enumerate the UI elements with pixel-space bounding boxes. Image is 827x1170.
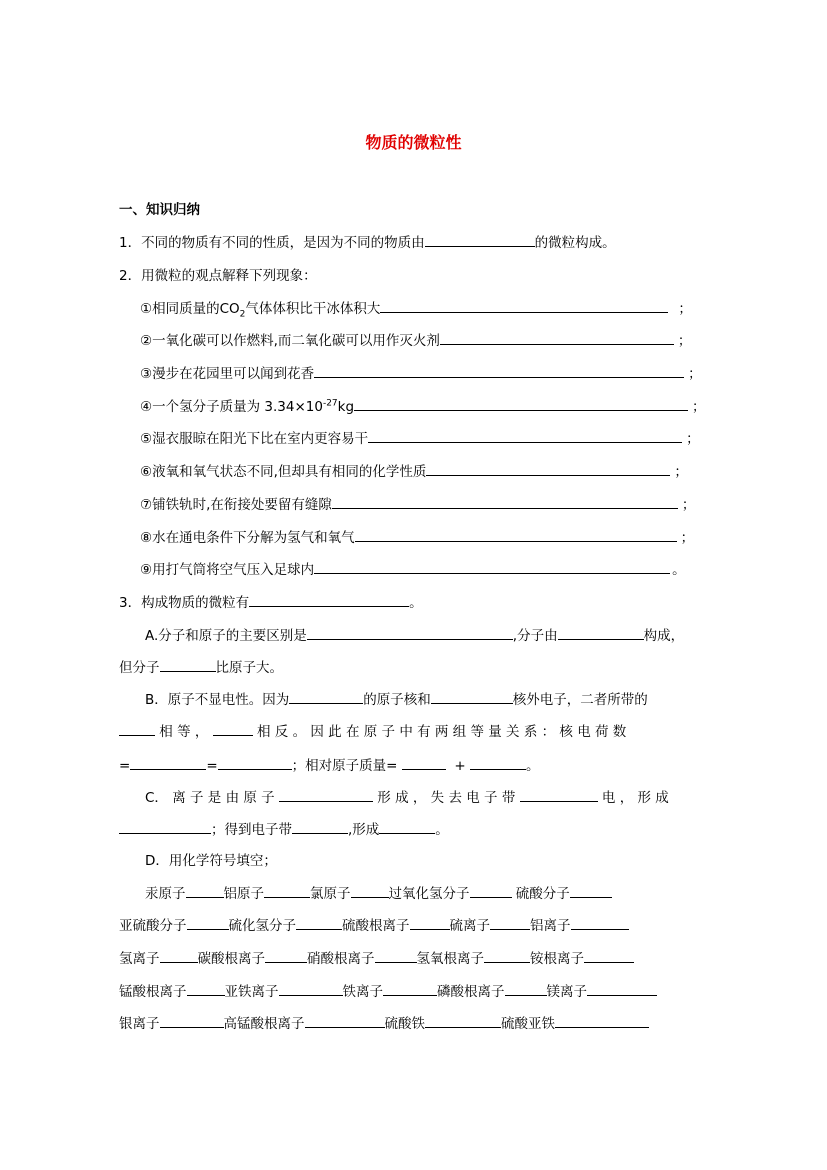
part-c-blank[interactable] <box>520 787 598 802</box>
part-b-blank[interactable] <box>431 689 513 704</box>
part-b-text: 相 等 ， <box>159 724 209 740</box>
part-c-line-1 <box>145 787 669 808</box>
q2-item-9 <box>140 559 686 580</box>
punctuation: ； <box>686 431 700 447</box>
part-b-blank[interactable] <box>289 689 363 704</box>
part-d-row-3 <box>119 948 634 969</box>
symbol-blank[interactable] <box>160 948 198 963</box>
symbol-blank[interactable] <box>296 915 342 930</box>
punctuation: ； <box>692 399 706 415</box>
part-b-text: = <box>206 758 218 774</box>
symbol-prompt: 硫酸铁 <box>384 1016 425 1032</box>
symbol-prompt: 银离子 <box>119 1016 160 1032</box>
part-b-line-2 <box>119 721 626 742</box>
q2-item-text: 气体体积比干冰体积大 <box>245 301 381 317</box>
symbol-prompt: 磷酸根离子 <box>437 984 505 1000</box>
symbol-blank[interactable] <box>264 883 310 898</box>
symbol-prompt: 氯原子 <box>310 886 351 902</box>
q2-item-blank[interactable] <box>380 298 668 313</box>
symbol-blank[interactable] <box>570 883 612 898</box>
part-b-text: ；相对原子质量= <box>291 758 398 774</box>
q2-item-blank[interactable] <box>440 330 674 345</box>
q2-item-text: ⑤湿衣服晾在阳光下比在室内更容易干 <box>140 431 369 447</box>
q2-item-5 <box>140 428 700 449</box>
symbol-blank[interactable] <box>410 915 450 930</box>
q2-item-text: ①相同质量的CO <box>140 301 240 317</box>
punctuation: ； <box>681 497 696 513</box>
symbol-blank[interactable] <box>351 883 389 898</box>
part-a-text: 构成， <box>643 628 685 644</box>
punctuation: 。 <box>672 562 686 578</box>
part-a-blank[interactable] <box>307 625 513 640</box>
section-heading: 一、知识归纳 <box>119 202 200 218</box>
part-b-blank[interactable] <box>218 755 292 770</box>
part-c-text: ；得到电子带 <box>211 822 292 838</box>
symbol-prompt: 亚硫酸分子 <box>119 918 187 934</box>
symbol-blank[interactable] <box>571 915 629 930</box>
part-a-blank[interactable] <box>160 657 216 672</box>
punctuation: ； <box>688 366 702 382</box>
q2-item-3 <box>140 363 702 384</box>
symbol-blank[interactable] <box>555 1013 649 1028</box>
part-a-blank[interactable] <box>558 625 644 640</box>
symbol-blank[interactable] <box>490 915 530 930</box>
symbol-blank[interactable] <box>470 883 512 898</box>
q2-item-blank[interactable] <box>354 396 688 411</box>
symbol-prompt: 硫化氢分子 <box>228 918 296 934</box>
punctuation: ； <box>680 530 695 546</box>
part-b-blank[interactable] <box>470 755 526 770</box>
symbol-prompt: 硫酸分子 <box>515 886 570 902</box>
symbol-blank[interactable] <box>186 883 224 898</box>
part-c-blank[interactable] <box>279 787 373 802</box>
part-c-text: ,形成 <box>348 822 380 838</box>
q3-text: 3．构成物质的微粒有 <box>119 595 250 611</box>
q2-item-text: ②一氧化碳可以作燃料,而二氧化碳可以用作灭火剂 <box>140 333 440 349</box>
symbol-prompt: 镁离子 <box>546 984 587 1000</box>
q3-blank[interactable] <box>249 592 409 607</box>
symbol-prompt: 碳酸根离子 <box>197 951 265 967</box>
part-b-text: 核外电子，二者所带的 <box>512 692 648 708</box>
symbol-prompt: 亚铁离子 <box>224 984 279 1000</box>
part-b-text: 相 反 。 因 此 在 原 子 中 有 两 组 等 量 关 系 ： 核 电 荷 数 <box>256 724 627 740</box>
part-a-line-2 <box>119 657 283 678</box>
q2-item-2 <box>140 330 691 351</box>
part-a-text: 比原子大。 <box>215 660 283 676</box>
part-a-text: ,分子由 <box>512 628 558 644</box>
q2-item-text: ⑨用打气筒将空气压入足球内 <box>140 562 315 578</box>
q2-item-blank[interactable] <box>314 559 670 574</box>
symbol-blank[interactable] <box>187 981 225 996</box>
part-b-text: 的原子核和 <box>363 692 431 708</box>
part-b-text: B．原子不显电性。因为 <box>145 692 290 708</box>
part-b-text: 。 <box>525 758 540 774</box>
q2-item-blank[interactable] <box>426 461 670 476</box>
symbol-blank[interactable] <box>187 915 229 930</box>
part-c-text: 形 成 ， 失 去 电 子 带 <box>377 790 516 806</box>
symbol-prompt: 过氧化氢分子 <box>388 886 470 902</box>
symbol-blank[interactable] <box>375 948 417 963</box>
superscript: -27 <box>322 398 338 409</box>
symbol-prompt: 铝离子 <box>530 918 571 934</box>
part-b-line-3 <box>119 755 539 776</box>
part-d-row-5 <box>119 1013 649 1034</box>
part-b-blank[interactable] <box>130 755 206 770</box>
symbol-prompt: 氢离子 <box>119 951 160 967</box>
q1-blank[interactable] <box>425 232 535 247</box>
q2-item-6 <box>140 461 688 482</box>
question-2-heading: 2．用微粒的观点解释下列现象： <box>119 268 317 284</box>
q1-text: 1．不同的物质有不同的性质，是因为不同的物质由 <box>119 235 425 251</box>
part-a-text: 但分子 <box>119 660 160 676</box>
part-b-text: + <box>454 758 466 774</box>
part-c-line-2 <box>119 819 449 840</box>
q2-item-1 <box>140 298 692 319</box>
part-b-blank[interactable] <box>213 721 253 736</box>
symbol-prompt: 硫酸亚铁 <box>501 1016 555 1032</box>
punctuation: ； <box>678 301 692 317</box>
symbol-blank[interactable] <box>584 948 634 963</box>
punctuation: ； <box>677 333 692 349</box>
symbol-prompt: 硫酸根离子 <box>342 918 410 934</box>
q2-item-8 <box>140 527 694 548</box>
symbol-blank[interactable] <box>279 981 343 996</box>
part-c-blank[interactable] <box>379 819 435 834</box>
symbol-blank[interactable] <box>383 981 437 996</box>
punctuation: ； <box>674 464 688 480</box>
subscript: 2 <box>239 309 246 320</box>
symbol-blank[interactable] <box>484 948 530 963</box>
part-d-row-2 <box>119 915 629 936</box>
part-c-blank[interactable] <box>119 819 211 834</box>
part-c-text: C． 离 子 是 由 原 子 <box>145 790 275 806</box>
symbol-prompt: 铝原子 <box>223 886 264 902</box>
q2-item-text: kg <box>337 399 355 415</box>
q2-item-blank[interactable] <box>314 363 684 378</box>
q2-item-7 <box>140 494 695 515</box>
part-c-text: 。 <box>435 822 449 838</box>
symbol-blank[interactable] <box>305 1013 385 1028</box>
part-b-blank[interactable] <box>402 755 446 770</box>
q2-item-text: ③漫步在花园里可以闻到花香 <box>140 366 315 382</box>
symbol-blank[interactable] <box>160 1013 224 1028</box>
part-b-blank[interactable] <box>119 721 155 736</box>
part-b-text: = <box>119 758 131 774</box>
symbol-prompt: 锰酸根离子 <box>119 984 187 1000</box>
part-c-blank[interactable] <box>292 819 348 834</box>
symbol-prompt: 硫离子 <box>449 918 490 934</box>
q2-item-blank[interactable] <box>368 428 682 443</box>
part-d-row-4 <box>119 981 657 1002</box>
part-b-line-1 <box>145 689 648 710</box>
q2-item-blank[interactable] <box>355 527 677 542</box>
question-3 <box>119 592 423 613</box>
part-d-row-1 <box>145 883 612 904</box>
part-c-text: 电 ， 形 成 <box>601 790 669 806</box>
symbol-prompt: 汞原子 <box>145 886 186 902</box>
symbol-blank[interactable] <box>587 981 657 996</box>
part-d-heading: D．用化学符号填空； <box>145 853 277 869</box>
symbol-prompt: 硝酸根离子 <box>307 951 375 967</box>
symbol-prompt: 铁离子 <box>342 984 383 1000</box>
q2-item-text: ⑦铺铁轨时,在衔接处要留有缝隙 <box>140 497 332 513</box>
part-a-line-1 <box>145 625 684 646</box>
q2-item-text: ⑧水在通电条件下分解为氢气和氧气 <box>140 530 355 546</box>
symbol-prompt: 高锰酸根离子 <box>223 1016 305 1032</box>
symbol-blank[interactable] <box>425 1013 501 1028</box>
document-title: 物质的微粒性 <box>365 133 462 152</box>
symbol-blank[interactable] <box>265 948 307 963</box>
q2-item-text: ④一个氢分子质量为 3.34×10 <box>140 399 323 415</box>
q1-text-end: 的微粒构成。 <box>534 235 616 251</box>
q3-text-end: 。 <box>409 595 423 611</box>
symbol-blank[interactable] <box>505 981 547 996</box>
symbol-prompt: 铵根离子 <box>530 951 584 967</box>
question-1 <box>119 232 616 253</box>
q2-item-text: ⑥液氧和氧气状态不同,但却具有相同的化学性质 <box>140 464 427 480</box>
part-a-text: A.分子和原子的主要区别是 <box>145 628 307 644</box>
q2-item-4 <box>140 396 706 417</box>
symbol-prompt: 氢氧根离子 <box>416 951 484 967</box>
q2-item-blank[interactable] <box>332 494 678 509</box>
